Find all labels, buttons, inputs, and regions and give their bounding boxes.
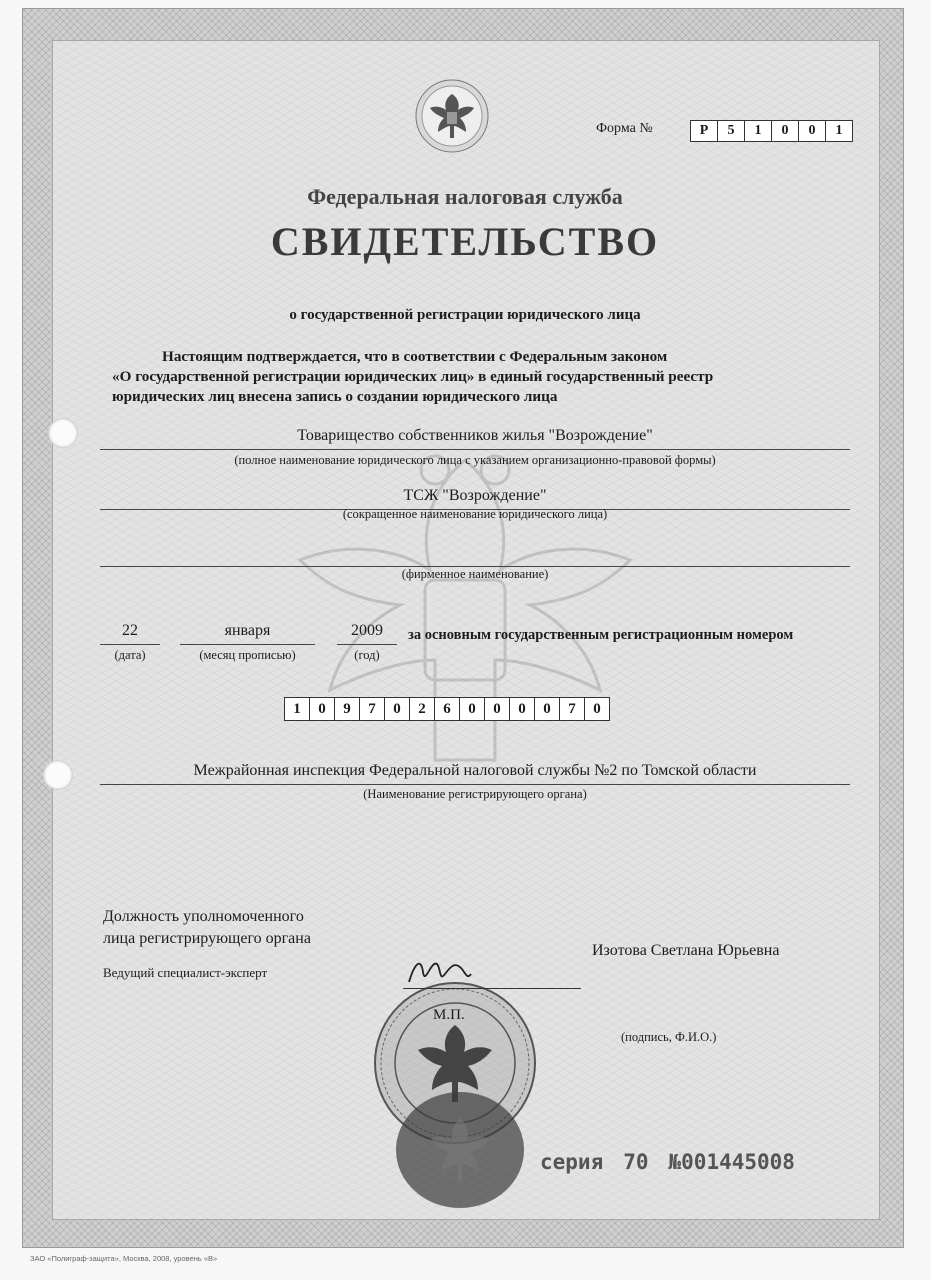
form-code-box [690,120,853,142]
eagle-watermark [270,430,660,790]
signature-line [403,988,581,989]
signature-caption: (подпись, Ф.И.О.) [621,1030,717,1044]
ogrn-digit: 0 [534,698,559,720]
form-code-digit: 0 [798,121,825,141]
position-label-line: лица регистрирующего органа [103,930,311,947]
ogrn-digit: 7 [559,698,584,720]
ogrn-digit: 9 [334,698,359,720]
registration-day: 22 [100,622,160,645]
ogrn-digit: 7 [359,698,384,720]
paragraph-line: «О государственной регистрации юридических лиц» в единый государственный реестр [112,368,714,385]
registering-authority: Межрайонная инспекция Федеральной налоговой службы №2 по Томской области [100,762,850,785]
handwritten-signature [405,952,475,992]
certification-paragraph [112,347,848,407]
official-name: Изотова Светлана Юрьевна [592,942,780,959]
entity-full-name: Товарищество собственников жилья "Возрождение" [100,427,850,450]
blank-number: №001445008 [668,1150,795,1174]
registration-number-label: за основным государственным регистрационным номером [408,627,794,643]
registration-day-caption: (дата) [114,648,146,662]
registration-year: 2009 [337,622,397,645]
registration-month: января [180,622,315,645]
ogrn-digit: 0 [584,698,609,720]
stamp-label: М.П. [433,1007,465,1023]
form-code-digit: 5 [717,121,744,141]
coat-of-arms-icon [414,78,490,154]
form-code-digit: 1 [744,121,771,141]
official-position: Ведущий специалист-эксперт [103,965,268,980]
ogrn-digit: 0 [309,698,334,720]
registration-year-caption: (год) [354,648,380,662]
position-label [103,906,311,950]
entity-brand-name-caption: (фирменное наименование) [401,567,549,581]
ogrn-digit: 0 [484,698,509,720]
ogrn-box [284,697,610,721]
form-number-label: Форма № [596,121,653,136]
ogrn-digit: 6 [434,698,459,720]
form-code-digit: 0 [771,121,798,141]
blank-series-number [540,1150,795,1174]
punch-hole-top [48,418,78,448]
paragraph-line: Настоящим подтверждается, что в соответствии с Федеральным законом [162,348,668,365]
ogrn-digit: 0 [509,698,534,720]
ogrn-digit: 1 [293,701,301,717]
entity-full-name-caption: (полное наименование юридического лица с указанием организационно-правовой формы) [234,453,716,467]
ogrn-digit: 0 [459,698,484,720]
ogrn-digit: 0 [384,698,409,720]
entity-short-name-caption: (сокращенное наименование юридического лица) [342,507,608,521]
series-label: серия [540,1150,604,1174]
position-label-line: Должность уполномоченного [103,908,304,925]
ogrn-digit: 2 [409,698,434,720]
form-code-digit: Р [699,123,709,138]
registration-month-caption: (месяц прописью) [199,648,296,662]
dark-seal-imprint [395,1090,525,1210]
form-code-digit: 1 [825,121,852,141]
printer-imprint: ЗАО «Полиграф-защита», Москва, 2008, уровень «В» [30,1254,218,1263]
document-subtitle: о государственной регистрации юридического лица [289,307,641,323]
registering-authority-caption: (Наименование регистрирующего органа) [363,787,587,801]
paragraph-line: юридических лиц внесена запись о создании юридического лица [112,388,558,405]
entity-short-name: ТСЖ "Возрождение" [100,487,850,510]
punch-hole-bottom [43,760,73,790]
entity-brand-name [100,546,850,567]
document-title: СВИДЕТЕЛЬСТВО [270,219,660,264]
series-value: 70 [623,1150,649,1174]
agency-name: Федеральная налоговая служба [307,184,623,209]
